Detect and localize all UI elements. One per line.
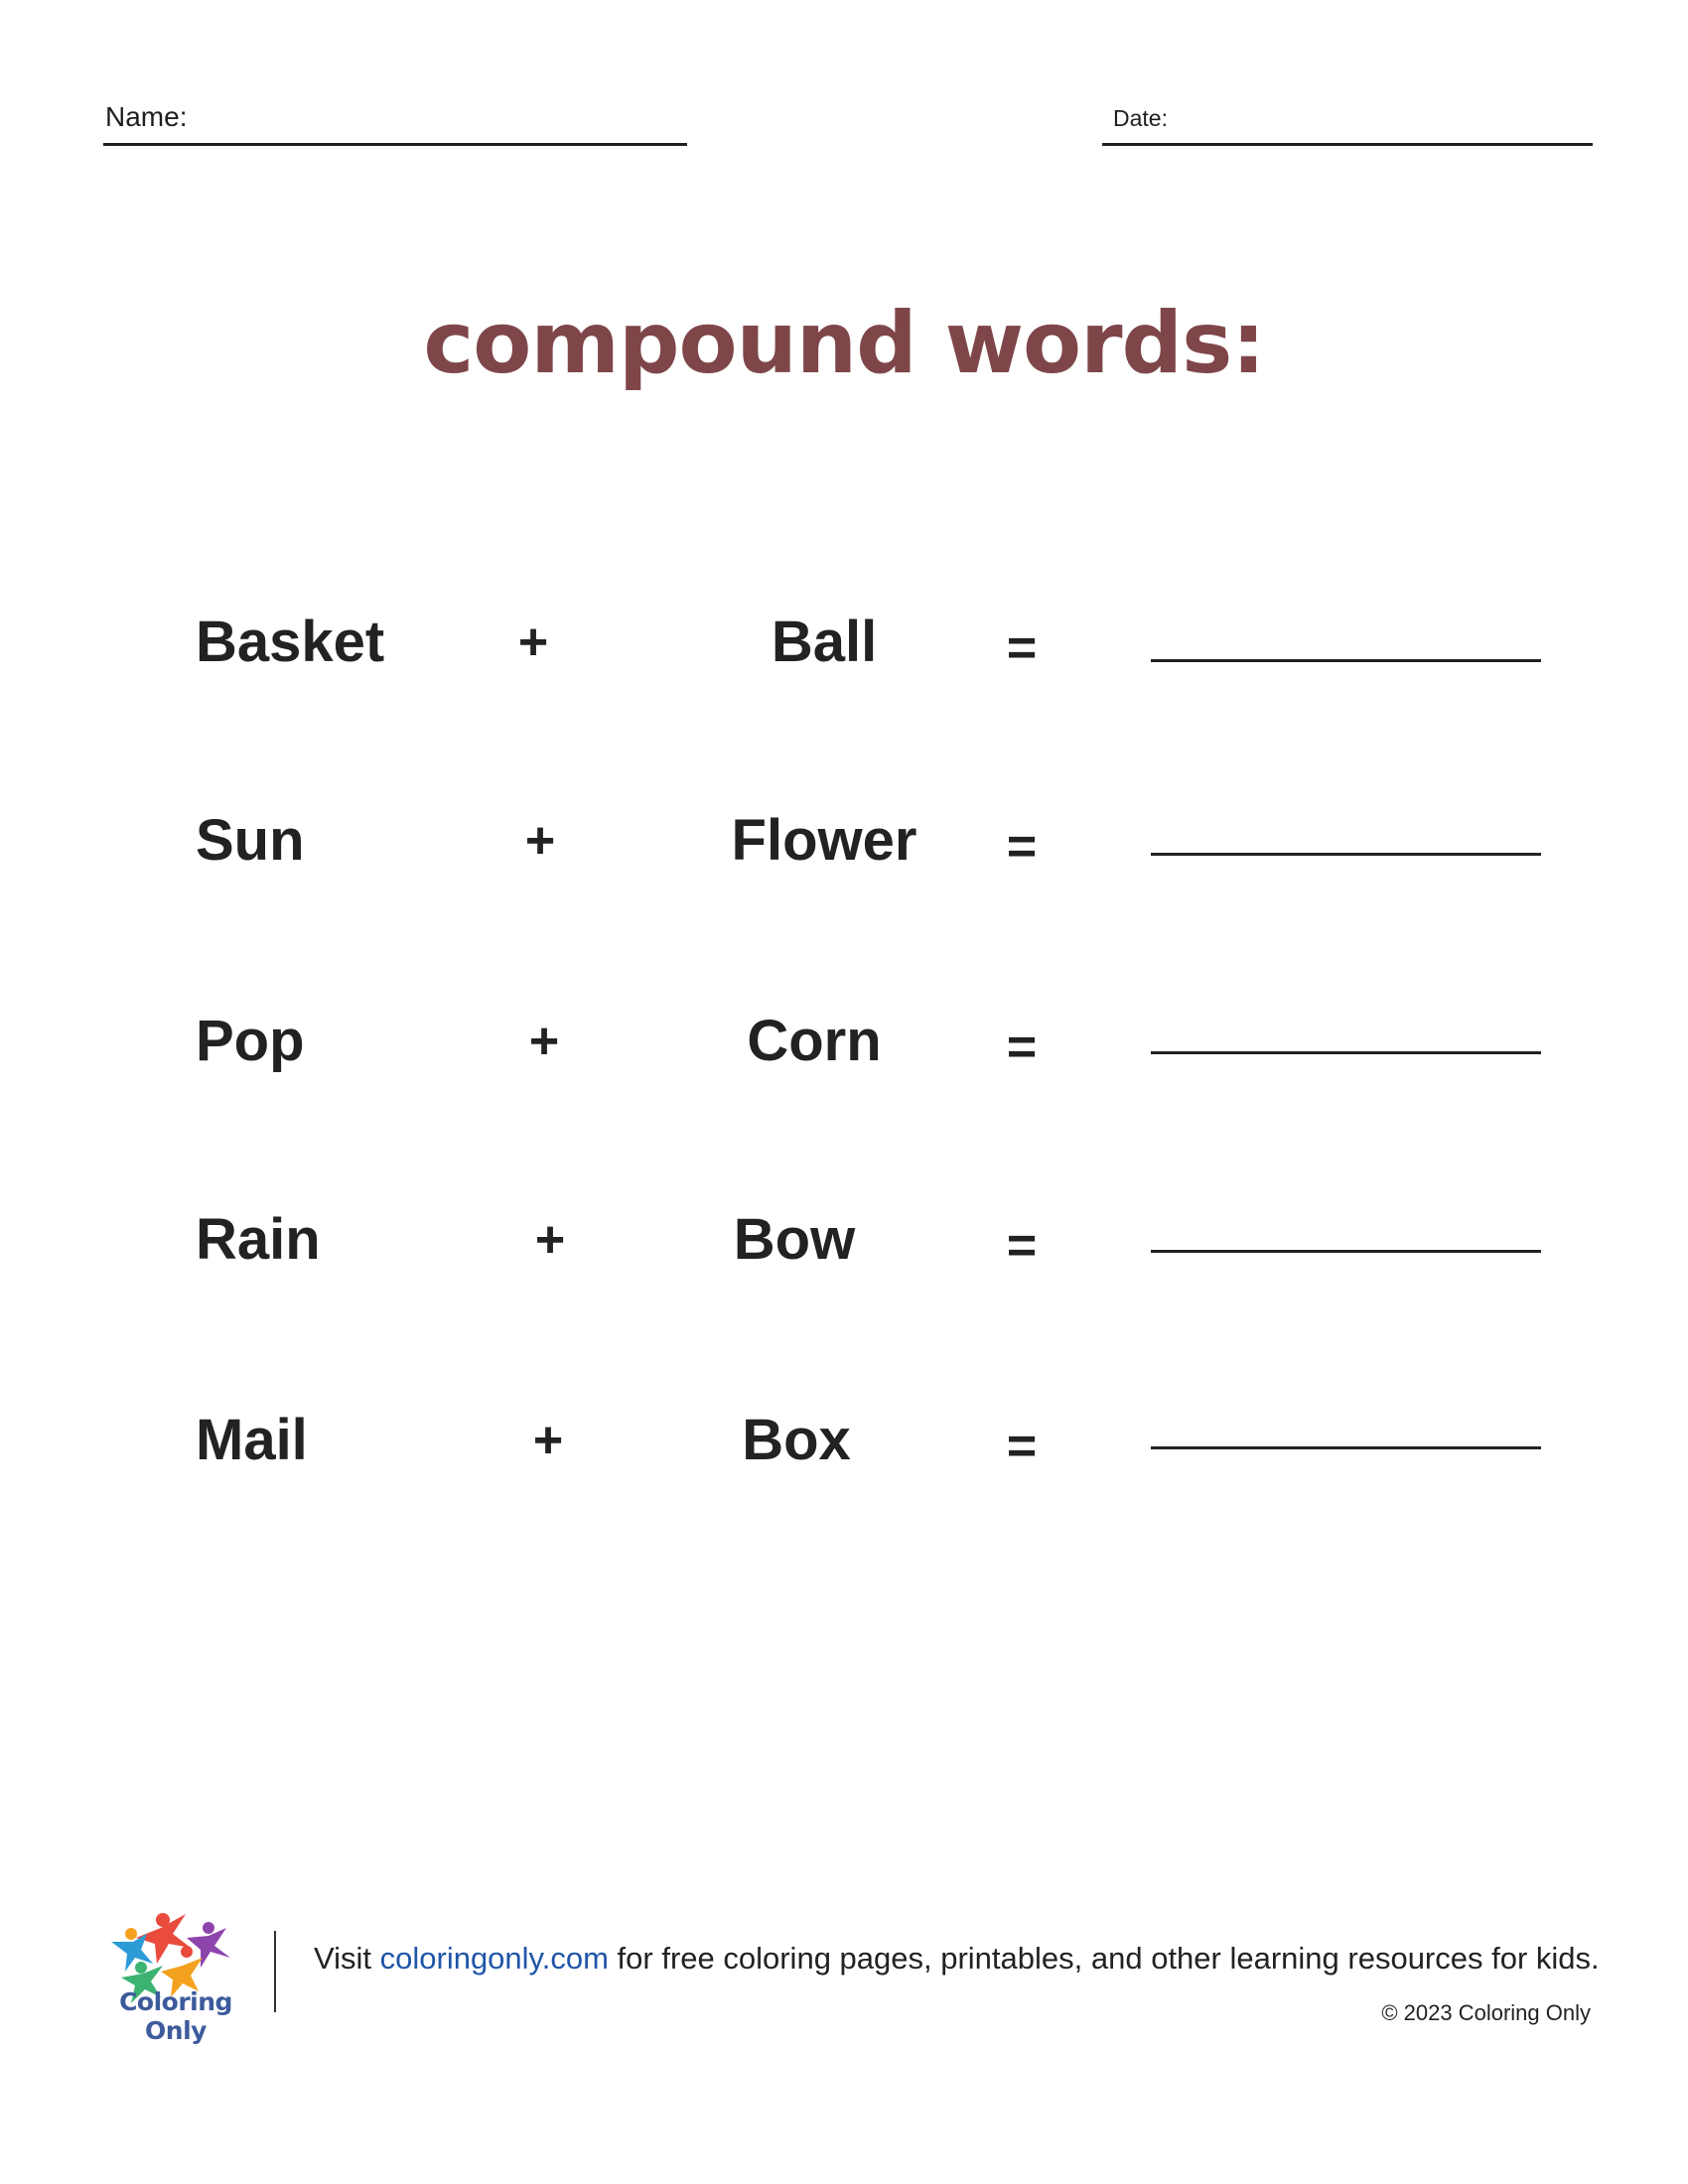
name-field[interactable] <box>103 97 687 146</box>
logo-text: Coloring Only <box>119 1987 232 2045</box>
plus-sign: + <box>517 614 549 671</box>
equals-sign: = <box>1006 1217 1038 1275</box>
first-word: Basket <box>196 610 385 674</box>
plus-sign: + <box>532 1412 564 1469</box>
date-label: Date: <box>1113 105 1168 131</box>
second-word: Box <box>742 1408 851 1472</box>
answer-line[interactable] <box>1151 1446 1541 1449</box>
equals-sign: = <box>1006 1019 1038 1076</box>
name-label: Name: <box>105 101 188 132</box>
equals-sign: = <box>1006 1418 1038 1475</box>
second-word: Flower <box>731 808 917 873</box>
exercise-row <box>0 1185 1688 1295</box>
copyright-text: © 2023 Coloring Only <box>1381 2000 1591 2025</box>
plus-sign: + <box>528 1013 560 1070</box>
visit-suffix: for free coloring pages, printables, and other learning resources for kids. <box>608 1941 1600 1976</box>
equals-sign: = <box>1006 619 1038 677</box>
exercise-row <box>0 786 1688 895</box>
first-word: Pop <box>196 1009 305 1073</box>
answer-line[interactable] <box>1151 659 1541 662</box>
exercise-row <box>0 588 1688 697</box>
page-title: compound words: <box>423 294 1265 393</box>
coloring-only-logo <box>91 1906 260 2045</box>
footer-divider <box>274 1931 276 2012</box>
answer-line[interactable] <box>1151 1051 1541 1054</box>
equals-sign: = <box>1006 818 1038 876</box>
coloringonly-link[interactable]: coloringonly.com <box>379 1941 609 1976</box>
second-word: Corn <box>747 1009 882 1073</box>
footer-visit-text <box>314 1941 1600 1977</box>
answer-line[interactable] <box>1151 1250 1541 1253</box>
visit-prefix: Visit <box>314 1941 380 1976</box>
first-word: Sun <box>196 808 305 873</box>
second-word: Bow <box>733 1207 856 1272</box>
plus-sign: + <box>534 1211 566 1269</box>
first-word: Mail <box>196 1408 308 1472</box>
date-field[interactable] <box>1102 101 1593 146</box>
plus-sign: + <box>524 812 556 870</box>
first-word: Rain <box>196 1207 321 1272</box>
exercise-row <box>0 987 1688 1096</box>
exercise-row <box>0 1386 1688 1495</box>
second-word: Ball <box>771 610 878 674</box>
answer-line[interactable] <box>1151 853 1541 856</box>
